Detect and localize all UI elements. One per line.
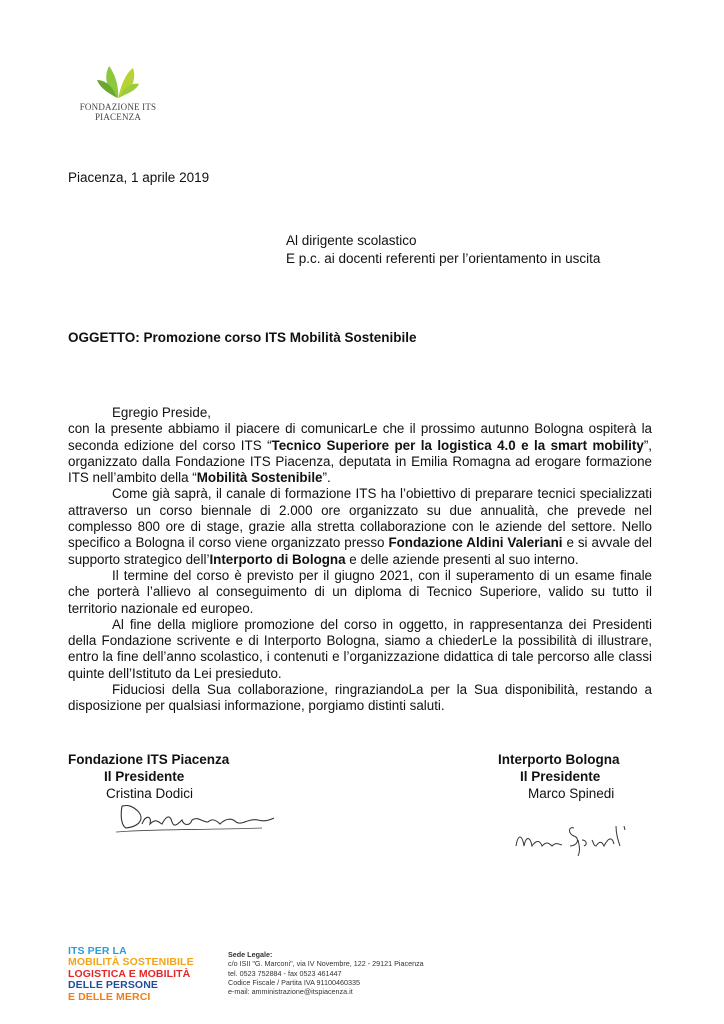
signature-block-left <box>68 751 229 802</box>
footer-logo-line-1: ITS PER LA <box>68 945 127 957</box>
partner-name: Interporto di Bologna <box>209 551 346 567</box>
paragraph-1-text-b: ”, organizzato dalla Fondazione ITS Piacenza, deputata in Emilia Romagna ad erogare formazione ITS nell’ambito della “ <box>68 437 652 486</box>
signatory-org-left: Fondazione ITS Piacenza <box>68 752 230 767</box>
paragraph-2-text-a: Come già saprà, il canale di formazione ITS ha l’obiettivo di preparare tecnici specializzati attraverso un corso biennale di 2.000 ore organizzato su due annualità, che prevede nel complesso 800 ore di stage, grazie alla stretta collaborazione con le aziende del settore. Nello specifico a Bologna il corso viene organizzato presso <box>68 486 652 551</box>
course-title: Tecnico Superiore per la logistica 4.0 e la smart mobility <box>271 437 644 453</box>
legal-email[interactable]: e-mail: amministrazione@itspiacenza.it <box>228 987 353 997</box>
recipient-line-1: Al dirigente scolastico <box>286 233 417 248</box>
footer-logo-line-4: DELLE PERSONE <box>68 979 158 992</box>
paragraph-1 <box>68 421 652 486</box>
foundation-logo <box>68 60 168 122</box>
subject-line: OGGETTO: Promozione corso ITS Mobilità Sostenibile <box>68 330 417 345</box>
logo-line-1: FONDAZIONE ITS <box>79 102 157 112</box>
recipient-line-2: E p.c. ai docenti referenti per l’orientamento in uscita <box>286 251 601 266</box>
legal-phone: tel. 0523 752884 - fax 0523 461447 <box>228 968 342 978</box>
footer-logo-line-3: LOGISTICA E MOBILITÀ <box>68 967 191 980</box>
recipient-block <box>286 232 600 268</box>
logo-line-2: PIACENZA <box>94 112 142 122</box>
signature-block-right <box>498 751 620 802</box>
signatory-role-right: Il Presidente <box>520 769 601 784</box>
footer-logo-line-5: E DELLE MERCI <box>68 990 151 1003</box>
paragraph-3: Il termine del corso è previsto per il giugno 2021, con il superamento di un esame finale che porterà l’allievo al conseguimento di un diploma di Tecnico Superiore, valido su tutto il territorio nazionale ed europeo. <box>68 567 652 616</box>
handwritten-signature-right <box>512 818 632 858</box>
letter-body <box>68 405 652 715</box>
leaf-logo-icon <box>95 60 141 100</box>
signatory-org-right: Interporto Bologna <box>498 752 620 767</box>
paragraph-4: Al fine della migliore promozione del corso in oggetto, in rappresentanza dei Presidenti della Fondazione scrivente e di Interporto Bologna, siamo a chiederLe la possibilità di illustrare, entro la fine dell’anno scolastico, i contenuti e l’organizzazione didattica di tale percorso alle classi quinte dell’Istituto da Lei presieduto. <box>68 616 652 681</box>
paragraph-1-text-c: ”. <box>322 470 331 486</box>
handwritten-signature-left <box>112 796 282 836</box>
paragraph-2 <box>68 486 652 567</box>
footer-legal-info <box>228 950 424 996</box>
paragraph-2-text-c: e delle aziende presenti al suo interno. <box>345 551 579 567</box>
paragraph-1-text-a: con la presente abbiamo il piacere di comunicarLe che il prossimo autunno Bologna ospiterà la seconda edizione del corso ITS “ <box>68 421 652 453</box>
paragraph-2-text-b: e si avvale del supporto strategico dell’ <box>68 535 653 567</box>
letter-date: Piacenza, 1 aprile 2019 <box>68 170 210 185</box>
footer-logo-line-2: MOBILITÀ SOSTENIBILE <box>68 956 194 969</box>
host-institution: Fondazione Aldini Valeriani <box>388 535 563 551</box>
paragraph-5: Fiduciosi della Sua collaborazione, ringraziandoLa per la Sua disponibilità, restando a disposizione per qualsiasi informazione, porgiamo distinti saluti. <box>68 682 652 714</box>
footer-logo <box>68 946 194 1003</box>
signatory-role-left: Il Presidente <box>104 769 185 784</box>
field-name: Mobilità Sostenibile <box>196 470 323 486</box>
signatory-name-right: Marco Spinedi <box>528 786 615 801</box>
legal-address: c/o ISII "G. Marconi", via IV Novembre, 122 - 29121 Piacenza <box>228 959 424 969</box>
legal-heading: Sede Legale: <box>228 950 273 959</box>
salutation: Egregio Preside, <box>112 405 211 420</box>
legal-tax-code: Codice Fiscale / Partita IVA 91100460335 <box>228 977 360 987</box>
signatory-name-left: Cristina Dodici <box>106 786 194 801</box>
